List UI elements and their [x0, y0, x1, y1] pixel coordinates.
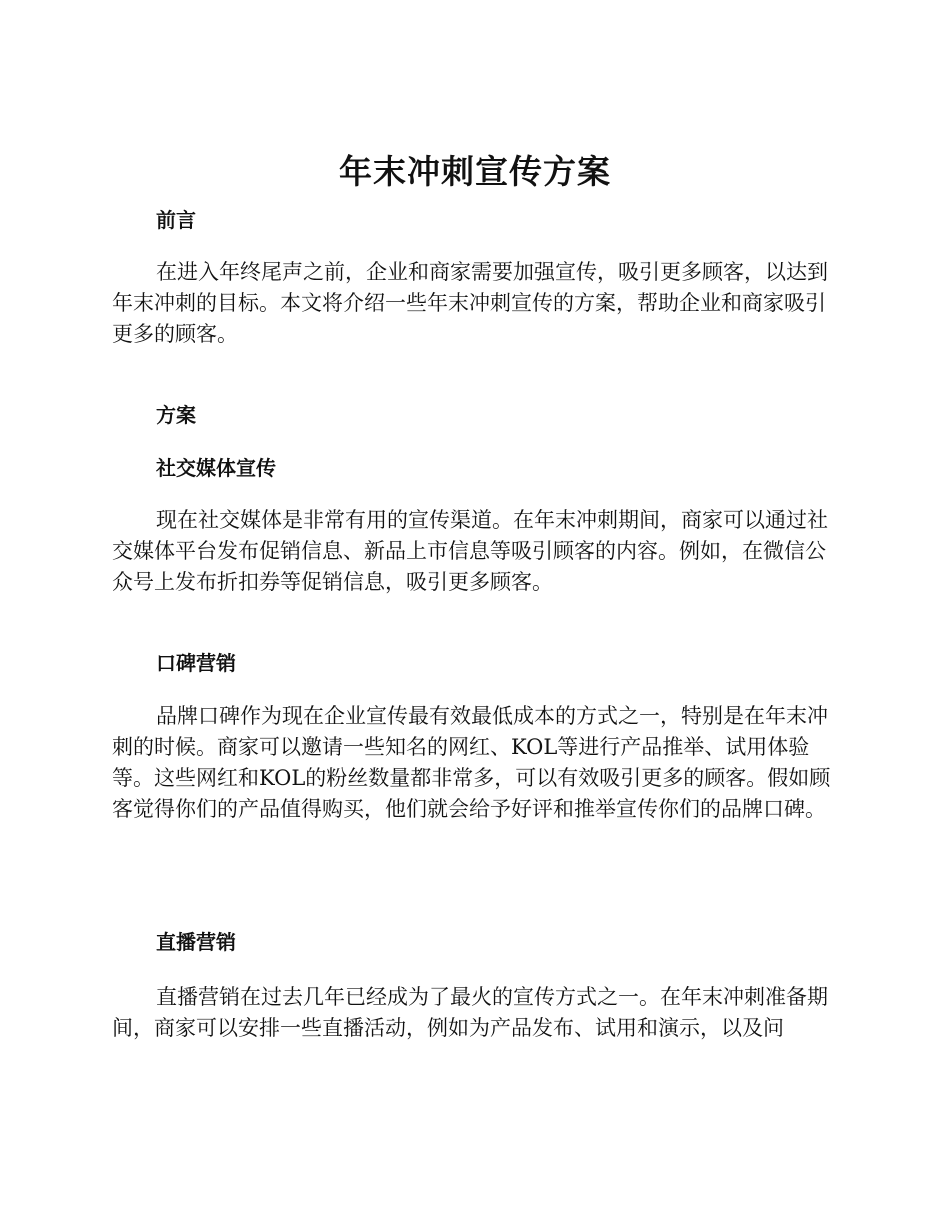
heading-word-of-mouth: 口碑营销: [156, 651, 236, 675]
paragraph-preface: 在进入年终尾声之前，企业和商家需要加强宣传，吸引更多顾客，以达到年末冲刺的目标。本文将介绍一些年末冲刺宣传的方案，帮助企业和商家吸引更多的顾客。: [112, 260, 828, 346]
heading-social-media: 社交媒体宣传: [156, 456, 276, 480]
paragraph-word-of-mouth: 品牌口碑作为现在企业宣传最有效最低成本的方式之一，特别是在年末冲刺的时候。商家可以邀请一些知名的网红、KOL等进行产品推举、试用体验等。这些网红和KOL的粉丝数量都非常多，可以有效吸引更多的顾客。假如顾客觉得你们的产品值得购买，他们就会给予好评和推举宣传你们的品牌口碑。: [112, 704, 831, 821]
paragraph-social-media: 现在社交媒体是非常有用的宣传渠道。在年末冲刺期间，商家可以通过社交媒体平台发布促销信息、新品上市信息等吸引顾客的内容。例如，在微信公众号上发布折扣券等促销信息，吸引更多顾客。: [112, 508, 828, 594]
document-title: 年末冲刺宣传方案: [339, 152, 611, 191]
paragraph-live-stream: 直播营销在过去几年已经成为了最火的宣传方式之一。在年末冲刺准备期间，商家可以安排一些直播活动，例如为产品发布、试用和演示，以及问: [112, 985, 828, 1040]
heading-live-stream: 直播营销: [156, 930, 236, 954]
heading-plan: 方案: [156, 403, 196, 427]
heading-preface: 前言: [156, 208, 196, 232]
